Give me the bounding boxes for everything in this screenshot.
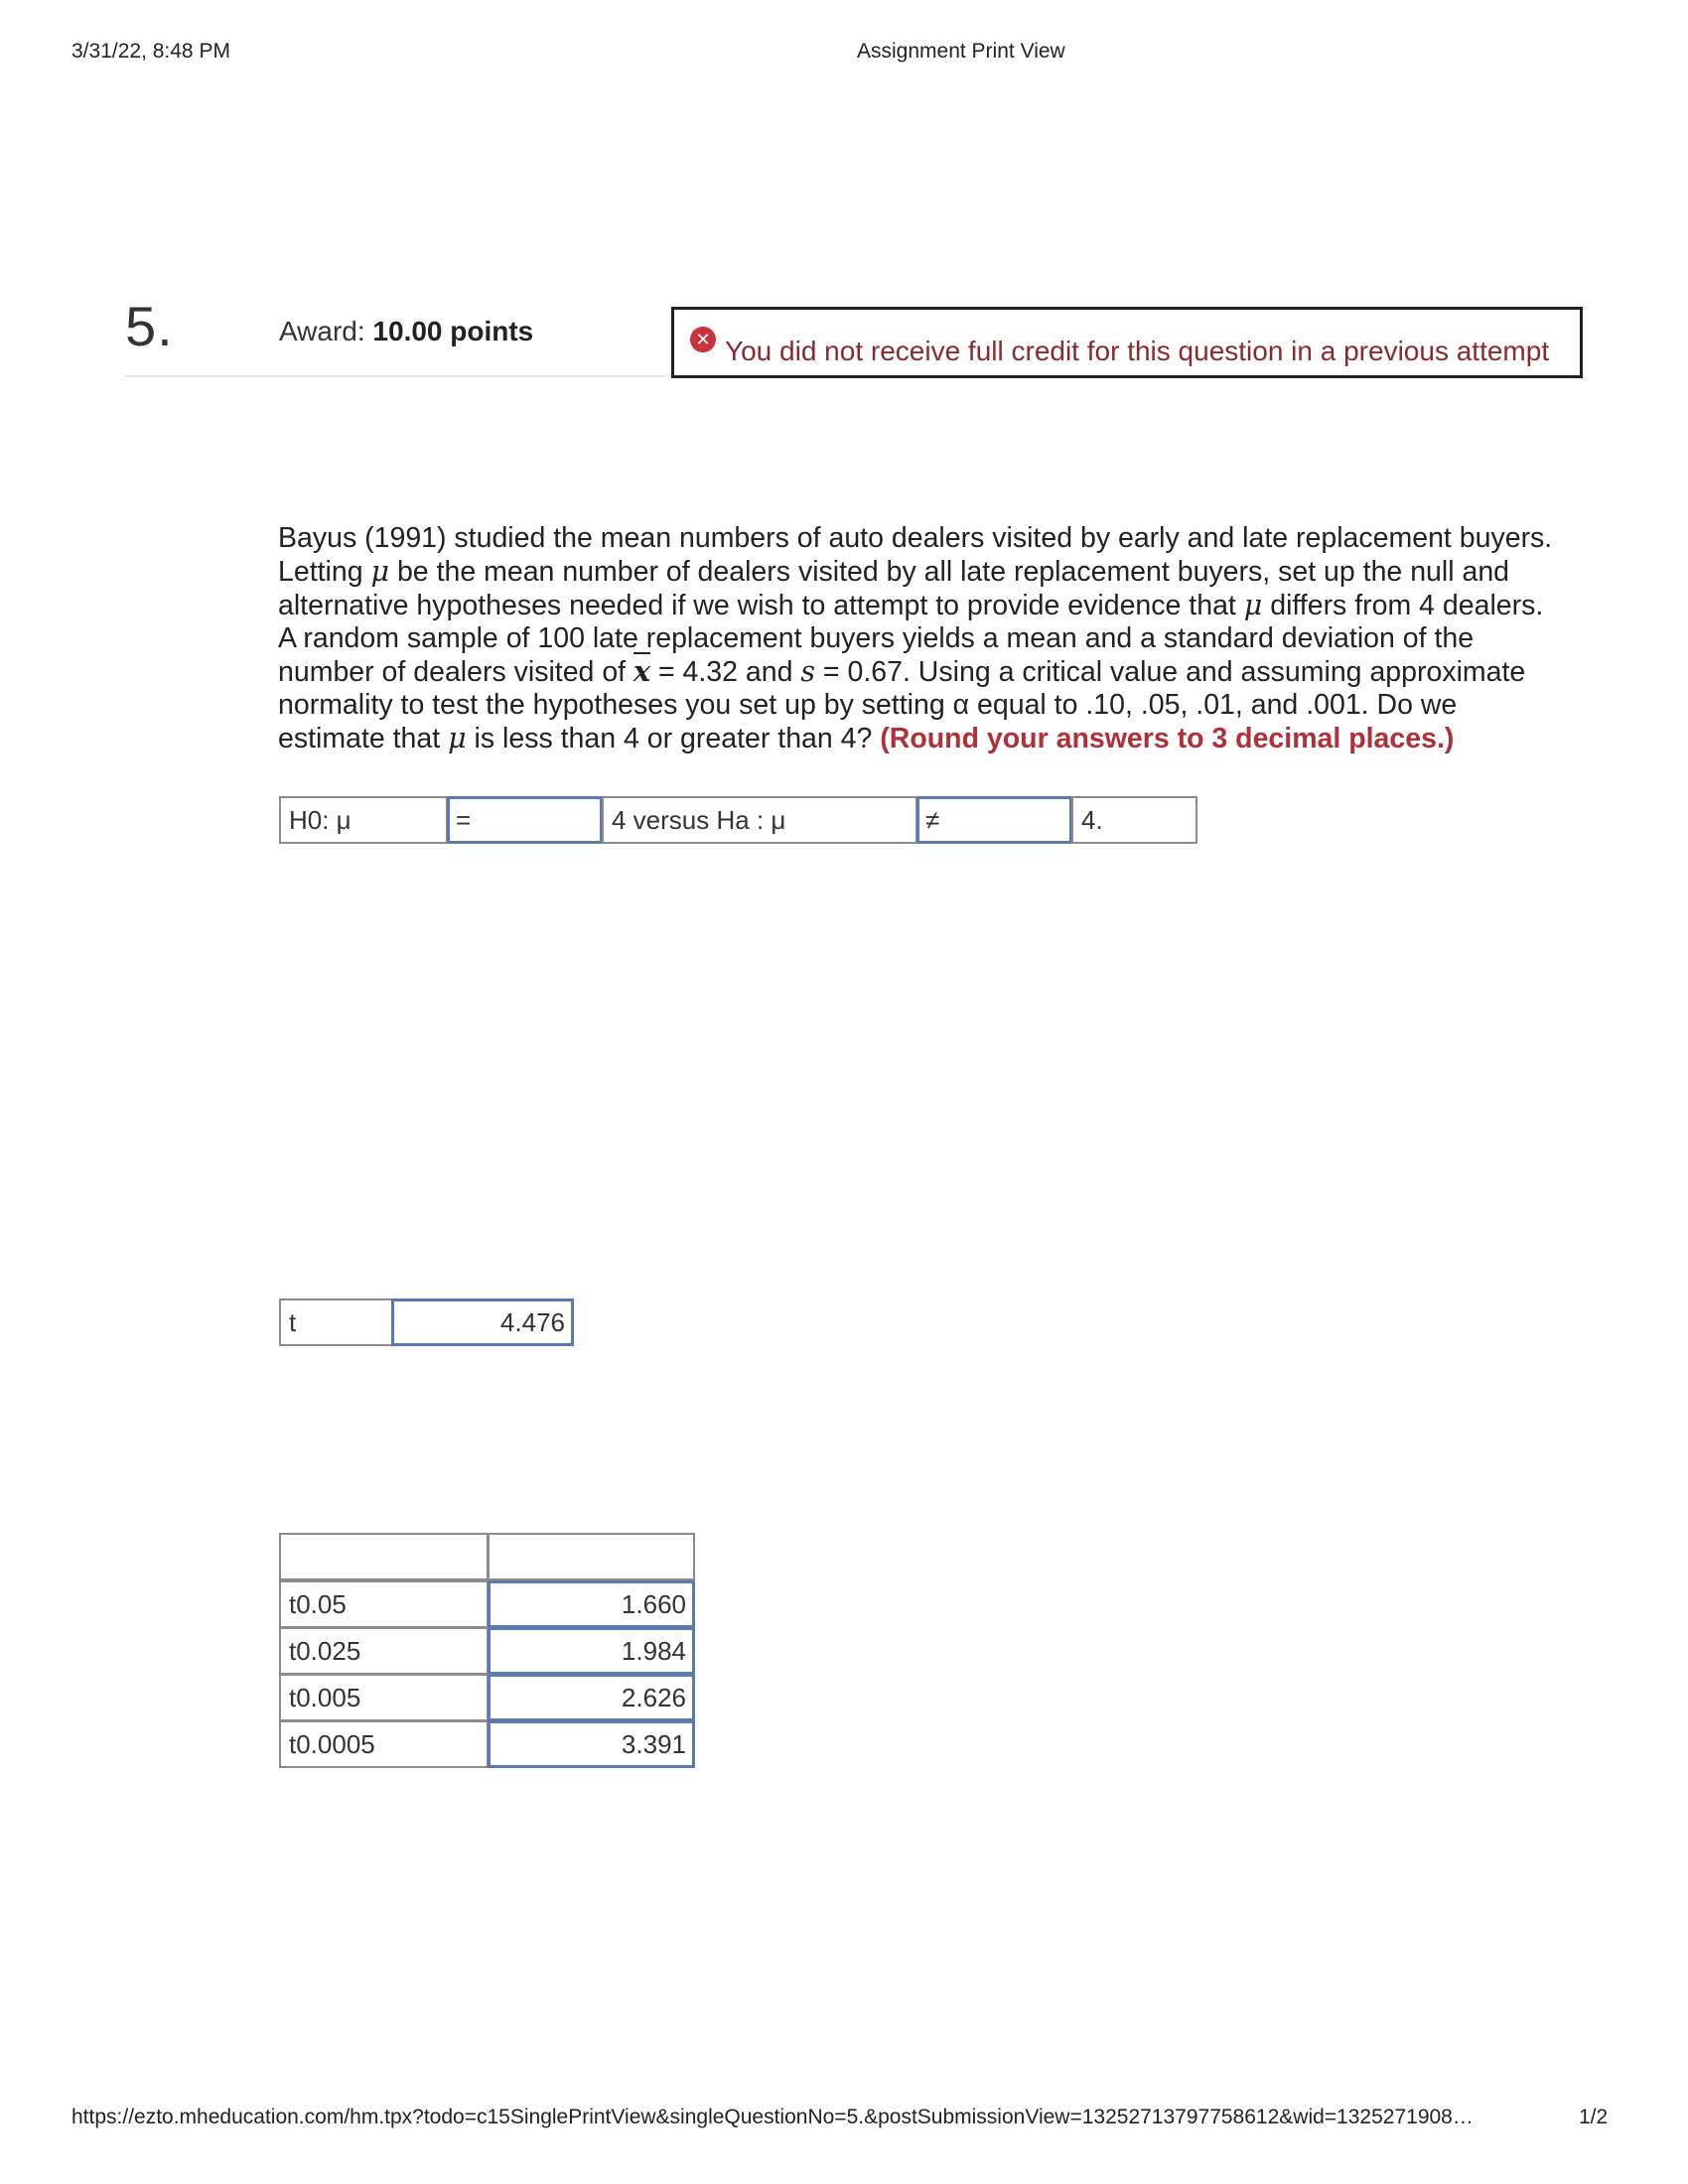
t-value-input[interactable]: 4.476 — [391, 1298, 574, 1346]
print-page-number: 1/2 — [1579, 2106, 1609, 2128]
table-header-cell — [488, 1533, 695, 1580]
award-value: 10.00 points — [372, 316, 534, 346]
t-label: t — [279, 1298, 393, 1346]
print-url: https://ezto.mheducation.com/hm.tpx?todo=c15SinglePrintView&singleQuestionNo=5.&postSubmissionView=13252713797758612&wid=1325271908… — [71, 2106, 1474, 2128]
critical-value-input-t005[interactable]: 1.660 — [488, 1580, 695, 1628]
rounding-instruction: (Round your answers to 3 decimal places.) — [880, 723, 1455, 754]
question-line-6: normality to test the hypotheses you set up by setting α equal to .10, .05, .01, and .001. Do we — [278, 689, 1458, 721]
question-header-divider — [125, 375, 666, 377]
critical-label-t0025: t0.025 — [279, 1627, 489, 1675]
middle-label: 4 versus Ha : μ — [602, 796, 917, 844]
critical-value-input-t0005[interactable]: 2.626 — [488, 1674, 695, 1721]
x-bar-symbol: $\overline{x}$ — [633, 654, 651, 688]
question-number: 5. — [125, 295, 174, 357]
s-symbol: s — [800, 655, 816, 688]
question-text — [278, 522, 1599, 755]
question-line-1: Bayus (1991) studied the mean numbers of auto dealers visited by early and late replacement buyers. — [278, 522, 1553, 554]
print-title: Assignment Print View — [857, 40, 1065, 63]
mu-symbol: μ — [1243, 589, 1263, 621]
critical-label-t0005: t0.005 — [279, 1674, 489, 1721]
mu-symbol: μ — [448, 722, 467, 754]
mu-symbol: μ — [370, 555, 390, 588]
print-datetime: 3/31/22, 8:48 PM — [71, 40, 230, 63]
error-circle-icon: ✕ — [690, 327, 716, 352]
award-label: Award: — [279, 316, 365, 346]
h0-label: H0: μ — [279, 796, 448, 844]
credit-notice — [671, 307, 1583, 378]
end-label: 4. — [1071, 796, 1197, 844]
critical-value-input-t0025[interactable]: 1.984 — [488, 1627, 695, 1675]
question-line-2: Letting μ be the mean number of dealers visited by all late replacement buyers, set up the null and — [278, 555, 1510, 588]
question-line-4: A random sample of 100 late replacement buyers yields a mean and a standard deviation of the — [278, 622, 1475, 654]
question-line-7: estimate that μ is less than 4 or greater than 4? (Round your answers to 3 decimal places.) — [278, 722, 1455, 754]
table-header-cell — [279, 1533, 489, 1580]
critical-value-input-t00005[interactable]: 3.391 — [488, 1720, 695, 1768]
question-line-3: alternative hypotheses needed if we wish to attempt to provide evidence that μ differs from 4 dealers. — [278, 589, 1544, 621]
h0-operator-select[interactable]: = — [447, 796, 603, 844]
credit-notice-text: You did not receive full credit for this question in a previous attempt — [725, 336, 1550, 366]
award — [279, 316, 533, 347]
critical-label-t00005: t0.0005 — [279, 1720, 489, 1768]
ha-operator-select[interactable]: ≠ — [916, 796, 1072, 844]
critical-label-t005: t0.05 — [279, 1580, 489, 1628]
question-line-5: number of dealers visited of $\overline{x} = 4.32$ and s = 0.67. Using a critical value and assuming approximate — [278, 654, 1526, 688]
